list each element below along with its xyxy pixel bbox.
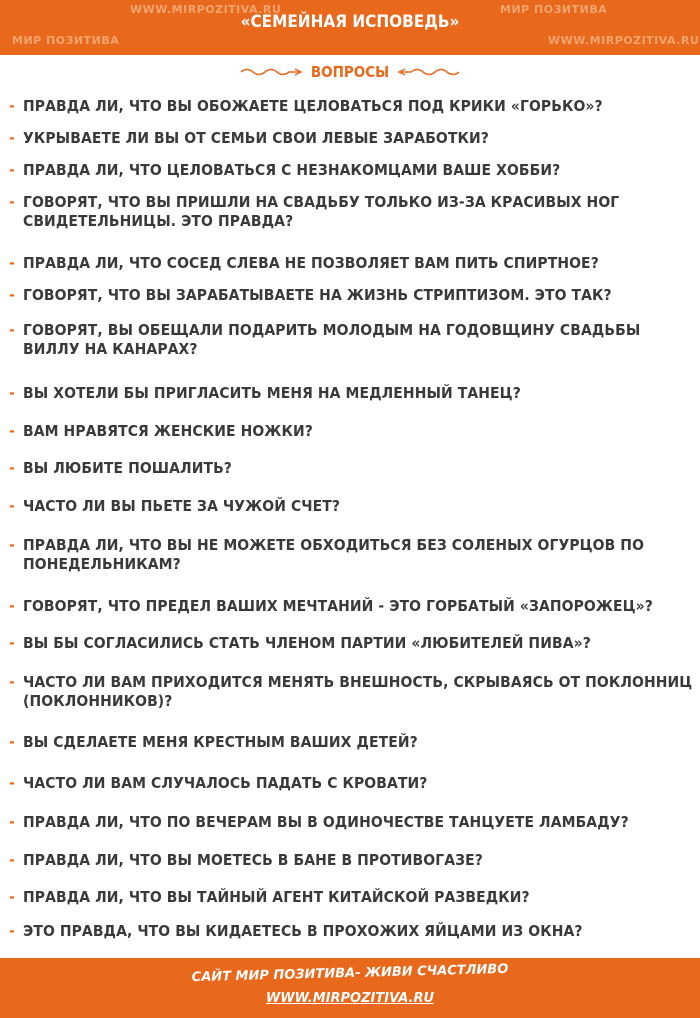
- question-text: ПРАВДА ЛИ, ЧТО ВЫ МОЕТЕСЬ В БАНЕ В ПРОТИВОГАЗЕ?: [23, 851, 483, 869]
- list-item: [9, 774, 693, 793]
- list-item: [9, 321, 693, 359]
- list-item: [9, 536, 693, 574]
- bullet: -: [9, 634, 15, 652]
- bullet: -: [9, 422, 15, 440]
- list-item: [9, 254, 693, 273]
- bullet: -: [9, 129, 15, 147]
- question-text: ПРАВДА ЛИ, ЧТО ЦЕЛОВАТЬСЯ С НЕЗНАКОМЦАМИ ВАШЕ ХОББИ?: [23, 161, 561, 179]
- bullet: -: [9, 321, 15, 339]
- question-text: ВЫ ЛЮБИТЕ ПОШАЛИТЬ?: [23, 459, 232, 477]
- list-item: [9, 922, 693, 941]
- watermark: МИР ПОЗИТИВА: [12, 34, 120, 47]
- bullet: -: [9, 733, 15, 751]
- bullet: -: [9, 286, 15, 304]
- bullet: -: [9, 193, 15, 211]
- bullet: -: [9, 536, 15, 554]
- question-text: ЧАСТО ЛИ ВЫ ПЬЕТЕ ЗА ЧУЖОЙ СЧЕТ?: [23, 497, 341, 515]
- bullet: -: [9, 254, 15, 272]
- question-text: ПРАВДА ЛИ, ЧТО ВЫ ОБОЖАЕТЕ ЦЕЛОВАТЬСЯ ПОД КРИКИ «ГОРЬКО»?: [23, 97, 603, 115]
- question-text: ГОВОРЯТ, ЧТО ВЫ ПРИШЛИ НА СВАДЬБУ ТОЛЬКО ИЗ-ЗА КРАСИВЫХ НОГ СВИДЕТЕЛЬНИЦЫ. ЭТО ПРАВДА?: [23, 193, 620, 230]
- list-item: [9, 497, 693, 516]
- question-text: ГОВОРЯТ, ЧТО ВЫ ЗАРАБАТЫВАЕТЕ НА ЖИЗНЬ СТРИПТИЗОМ. ЭТО ТАК?: [23, 286, 612, 304]
- list-item: [9, 673, 693, 711]
- question-text: ГОВОРЯТ, ВЫ ОБЕЩАЛИ ПОДАРИТЬ МОЛОДЫМ НА ГОДОВЩИНУ СВАДЬБЫ ВИЛЛУ НА КАНАРАХ?: [23, 321, 641, 358]
- watermark: WWW.MIRPOZITIVA.RU: [548, 34, 700, 47]
- list-item: [9, 193, 693, 231]
- question-text: ЭТО ПРАВДА, ЧТО ВЫ КИДАЕТЕСЬ В ПРОХОЖИХ ЯЙЦАМИ ИЗ ОКНА?: [23, 922, 583, 940]
- bullet: -: [9, 459, 15, 477]
- list-item: [9, 286, 693, 305]
- bullet: -: [9, 497, 15, 515]
- question-text: ЧАСТО ЛИ ВАМ ПРИХОДИТСЯ МЕНЯТЬ ВНЕШНОСТЬ, СКРЫВАЯСЬ ОТ ПОКЛОННИЦ (ПОКЛОННИКОВ)?: [23, 673, 693, 710]
- question-text: ПРАВДА ЛИ, ЧТО ВЫ ТАЙНЫЙ АГЕНТ КИТАЙСКОЙ РАЗВЕДКИ?: [23, 888, 530, 906]
- list-item: [9, 129, 693, 148]
- list-item: [9, 634, 693, 653]
- bullet: -: [9, 774, 15, 792]
- list-item: [9, 733, 693, 752]
- question-text: ПРАВДА ЛИ, ЧТО ВЫ НЕ МОЖЕТЕ ОБХОДИТЬСЯ БЕЗ СОЛЕНЫХ ОГУРЦОВ ПО ПОНЕДЕЛЬНИКАМ?: [23, 536, 645, 573]
- question-text: ВЫ ХОТЕЛИ БЫ ПРИГЛАСИТЬ МЕНЯ НА МЕДЛЕННЫЙ ТАНЕЦ?: [23, 384, 521, 402]
- watermark: WWW.MIRPOZITIVA.RU: [130, 3, 282, 16]
- question-text: УКРЫВАЕТЕ ЛИ ВЫ ОТ СЕМЬИ СВОИ ЛЕВЫЕ ЗАРАБОТКИ?: [23, 129, 489, 147]
- bullet: -: [9, 888, 15, 906]
- list-item: [9, 161, 693, 180]
- list-item: [9, 597, 693, 616]
- list-item: [9, 813, 693, 832]
- question-text: ВАМ НРАВЯТСЯ ЖЕНСКИЕ НОЖКИ?: [23, 422, 313, 440]
- question-text: ВЫ БЫ СОГЛАСИЛИСЬ СТАТЬ ЧЛЕНОМ ПАРТИИ «ЛЮБИТЕЛЕЙ ПИВА»?: [23, 634, 591, 652]
- list-item: [9, 459, 693, 478]
- list-item: [9, 422, 693, 441]
- bullet: -: [9, 97, 15, 115]
- page-title: «СЕМЕЙНАЯ ИСПОВЕДЬ»: [240, 12, 460, 32]
- bullet: -: [9, 851, 15, 869]
- question-text: ВЫ СДЕЛАЕТЕ МЕНЯ КРЕСТНЫМ ВАШИХ ДЕТЕЙ?: [23, 733, 418, 751]
- bullet: -: [9, 384, 15, 402]
- question-text: ЧАСТО ЛИ ВАМ СЛУЧАЛОСЬ ПАДАТЬ С КРОВАТИ?: [23, 774, 428, 792]
- bullet: -: [9, 673, 15, 691]
- footer-banner: [0, 958, 700, 1018]
- list-item: [9, 851, 693, 870]
- list-item: [9, 97, 693, 116]
- list-item: [9, 888, 693, 907]
- bullet: -: [9, 922, 15, 940]
- bullet: -: [9, 161, 15, 179]
- question-text: ПРАВДА ЛИ, ЧТО СОСЕД СЛЕВА НЕ ПОЗВОЛЯЕТ ВАМ ПИТЬ СПИРТНОЕ?: [23, 254, 599, 272]
- watermark: МИР ПОЗИТИВА: [500, 3, 608, 16]
- question-text: ПРАВДА ЛИ, ЧТО ПО ВЕЧЕРАМ ВЫ В ОДИНОЧЕСТВЕ ТАНЦУЕТЕ ЛАМБАДУ?: [23, 813, 629, 831]
- section-title: ВОПРОСЫ: [310, 63, 390, 81]
- footer-slogan: САЙТ МИР ПОЗИТИВА- ЖИВИ СЧАСТЛИВО: [191, 961, 509, 986]
- bullet: -: [9, 597, 15, 615]
- footer-url-link[interactable]: WWW.MIRPOZITIVA.RU: [265, 991, 435, 1006]
- list-item: [9, 384, 693, 403]
- bullet: -: [9, 813, 15, 831]
- question-text: ГОВОРЯТ, ЧТО ПРЕДЕЛ ВАШИХ МЕЧТАНИЙ - ЭТО ГОРБАТЫЙ «ЗАПОРОЖЕЦ»?: [23, 597, 653, 615]
